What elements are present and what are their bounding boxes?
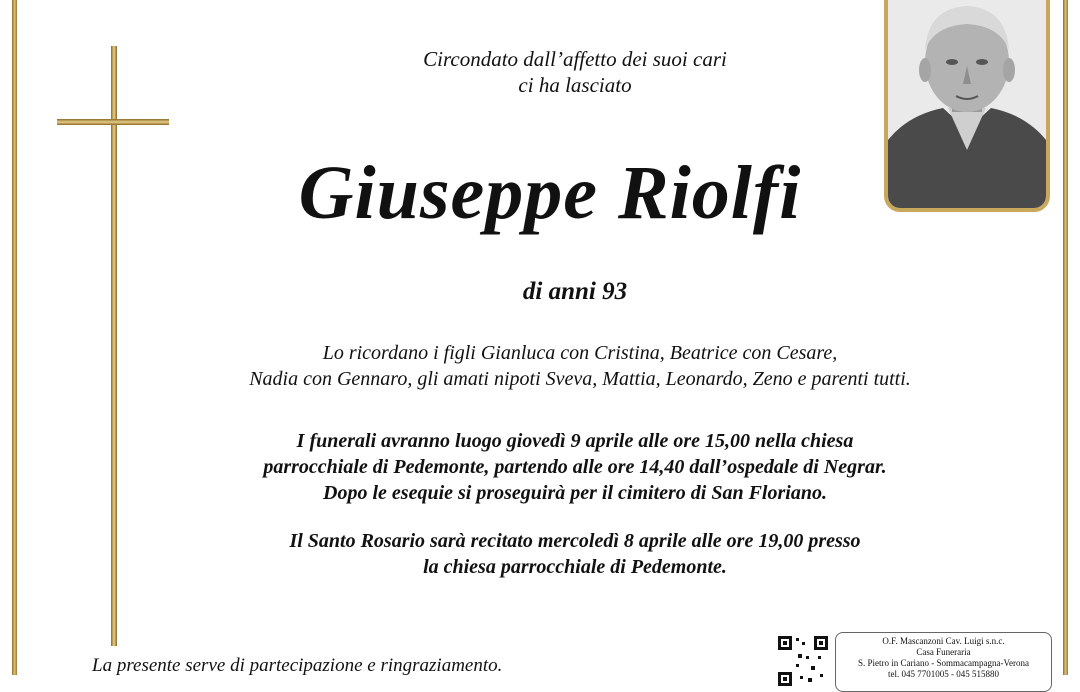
agency-line-4: tel. 045 7701005 - 045 515880 [888, 669, 999, 679]
agency-line-3: S. Pietro in Cariano - Sommacampagna-Verona [858, 658, 1029, 668]
participation-note: La presente serve di partecipazione e ringraziamento. [92, 655, 503, 676]
qr-code-icon[interactable] [778, 636, 828, 686]
intro-line-1: Circondato dall’affetto dei suoi cari [423, 47, 727, 71]
agency-line-2: Casa Funeraria [916, 647, 971, 657]
rosary-info [140, 528, 1010, 580]
rosary-line-2: la chiesa parrocchiale di Pedemonte. [423, 556, 727, 578]
gold-frame-left [12, 0, 17, 675]
intro-line-2: ci ha lasciato [518, 73, 632, 97]
funeral-line-1: I funerali avranno luogo giovedì 9 aprile alle ore 15,00 nella chiesa [296, 430, 854, 452]
relatives-text [100, 340, 1060, 392]
funeral-line-3: Dopo le esequie si proseguirà per il cimitero di San Floriano. [323, 482, 827, 504]
agency-line-1: O.F. Mascanzoni Cav. Luigi s.n.c. [882, 636, 1005, 646]
funeral-info [140, 428, 1010, 506]
deceased-age: di anni 93 [522, 278, 628, 305]
gold-frame-right [1063, 0, 1068, 675]
cross-horizontal-bar [57, 119, 169, 125]
relatives-line-1: Lo ricordano i figli Gianluca con Cristina, Beatrice con Cesare, [322, 342, 838, 364]
rosary-line-1: Il Santo Rosario sarà recitato mercoledì 8 aprile alle ore 19,00 presso [289, 530, 861, 552]
relatives-line-2: Nadia con Gennaro, gli amati nipoti Sveva, Mattia, Leonardo, Zeno e parenti tutti. [249, 368, 911, 390]
funeral-agency-box [835, 632, 1052, 692]
deceased-name: Giuseppe Riolfi [298, 151, 802, 235]
funeral-line-2: parrocchiale di Pedemonte, partendo alle ore 14,40 dall’ospedale di Negrar. [263, 456, 887, 478]
intro-text [140, 46, 1010, 98]
